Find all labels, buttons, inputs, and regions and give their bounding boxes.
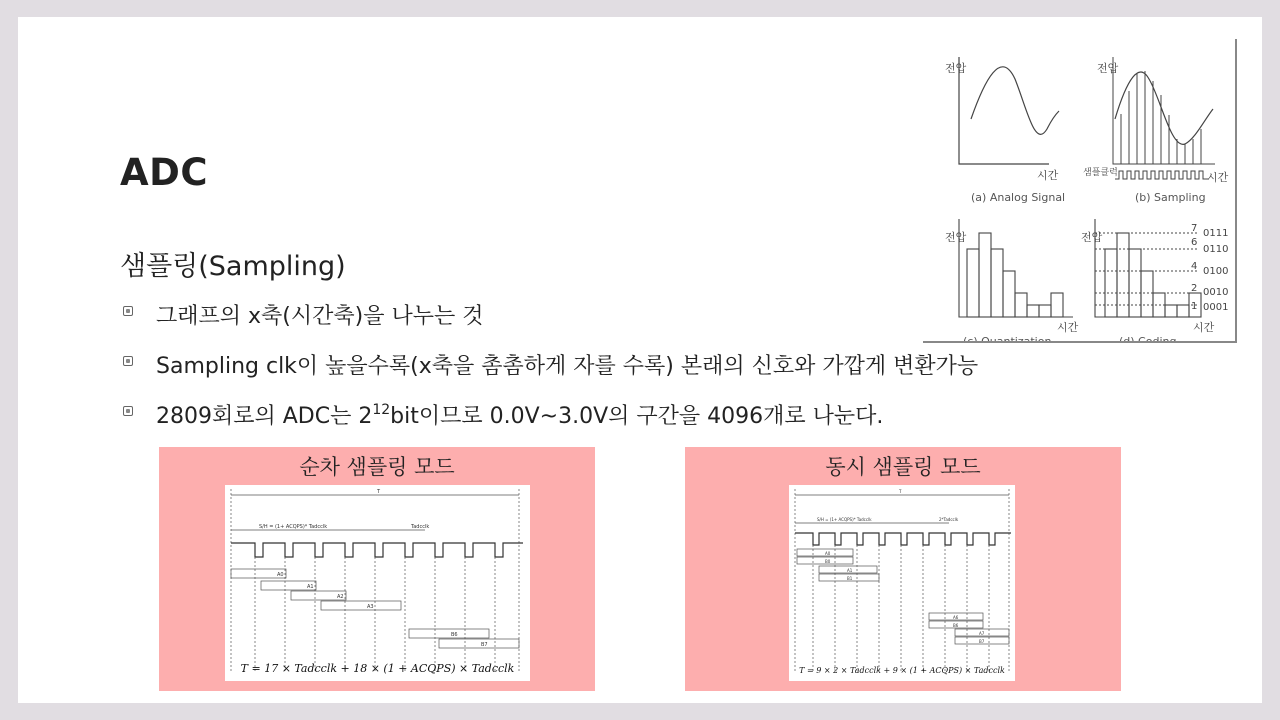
panel-title: 순차 샘플링 모드 <box>299 455 455 479</box>
bullet-text <box>156 404 883 429</box>
clk-label: Tadcclk <box>411 524 430 530</box>
axis-voltage-c: 전압 <box>945 231 967 244</box>
channel-label: B7 <box>481 642 488 648</box>
timing-svg <box>789 485 1015 681</box>
coding-level: 7 <box>1191 223 1198 234</box>
channel-label: B7 <box>979 639 985 644</box>
slide-title: ADC <box>120 151 209 194</box>
coding-code: 0100 <box>1203 266 1229 277</box>
channel-label: B6 <box>953 623 959 628</box>
sequential-sampling-panel <box>159 447 595 691</box>
adc-process-figure <box>923 39 1235 343</box>
axis-voltage-d: 전압 <box>1081 231 1103 244</box>
channel-label: A3 <box>367 604 374 610</box>
bullet-item <box>120 299 483 330</box>
timing-svg <box>225 485 530 681</box>
bullet-text-before: 2809회로의 ADC는 2 <box>156 404 373 429</box>
axis-time-c: 시간 <box>1057 321 1079 334</box>
caption-analog: (a) Analog Signal <box>971 191 1066 204</box>
square-bullet-icon <box>123 306 133 316</box>
channel-label: B1 <box>847 576 853 581</box>
bullet-text-after: bit이므로 0.0V~3.0V의 구간을 4096개로 나눈다. <box>390 404 884 429</box>
coding-code: 0010 <box>1203 287 1229 298</box>
channel-label: A6 <box>953 615 959 620</box>
simultaneous-sampling-panel <box>685 447 1121 691</box>
axis-time-d: 시간 <box>1193 321 1215 334</box>
coding-code: 0111 <box>1203 228 1229 239</box>
timing-formula: T = 9 × 2 × Tadcclk + 9 × (1 + ACQPS) × Tadcclk <box>799 666 1005 675</box>
timing-formula: T = 17 × Tadcclk + 18 × (1 + ACQPS) × Tadcclk <box>240 662 515 675</box>
coding-code: 0110 <box>1203 244 1229 255</box>
channel-label: A1 <box>847 568 853 573</box>
figure-frame <box>923 39 1237 343</box>
coding-level: 1 <box>1191 301 1198 312</box>
bullet-text: 그래프의 x축(시간축)을 나누는 것 <box>156 304 484 329</box>
panel-title: 동시 샘플링 모드 <box>825 455 981 479</box>
channel-label: A0 <box>277 572 284 578</box>
bullet-text: Sampling clk이 높을수록(x축을 촘촘하게 자를 수록) 본래의 신호와 가깝게 변환가능 <box>156 354 979 379</box>
clk-label: 2*Tadcclk <box>939 517 959 522</box>
bullet-item <box>120 349 978 380</box>
axis-voltage-b: 전압 <box>1097 62 1119 75</box>
sh-label: S/H = (1+ ACQPS)* Tadcclk <box>259 524 328 530</box>
caption-sampling: (b) Sampling <box>1135 191 1206 204</box>
period-label: T <box>377 489 381 495</box>
bullet-item <box>120 399 883 430</box>
axis-voltage-a: 전압 <box>945 62 967 75</box>
square-bullet-icon <box>123 406 133 416</box>
coding-code: 0001 <box>1203 302 1229 313</box>
axis-time-b: 시간 <box>1207 171 1229 184</box>
coding-level: 6 <box>1191 237 1198 248</box>
slide-subtitle: 샘플링(Sampling) <box>120 251 346 282</box>
coding-level: 2 <box>1191 283 1198 294</box>
channel-label: B0 <box>825 559 831 564</box>
period-label: T <box>899 489 902 494</box>
square-bullet-icon <box>123 356 133 366</box>
caption-quantization: (c) Quantization <box>963 335 1052 343</box>
channel-label: A1 <box>307 584 314 590</box>
sample-clock-label: 샘플클럭 <box>1083 168 1118 178</box>
coding-level: 4 <box>1191 261 1198 272</box>
axis-time-a: 시간 <box>1037 169 1059 182</box>
sequential-timing-diagram <box>225 485 530 681</box>
caption-coding: (d) Coding <box>1119 335 1177 343</box>
channel-label: A2 <box>337 594 344 600</box>
channel-label: A7 <box>979 631 985 636</box>
channel-label: B6 <box>451 632 458 638</box>
slide <box>18 17 1262 703</box>
sh-label: S/H = (1+ ACQPS)* Tadcclk <box>817 517 872 522</box>
bullet-superscript: 12 <box>372 402 391 418</box>
simultaneous-timing-diagram <box>789 485 1015 681</box>
channel-label: A0 <box>825 551 831 556</box>
